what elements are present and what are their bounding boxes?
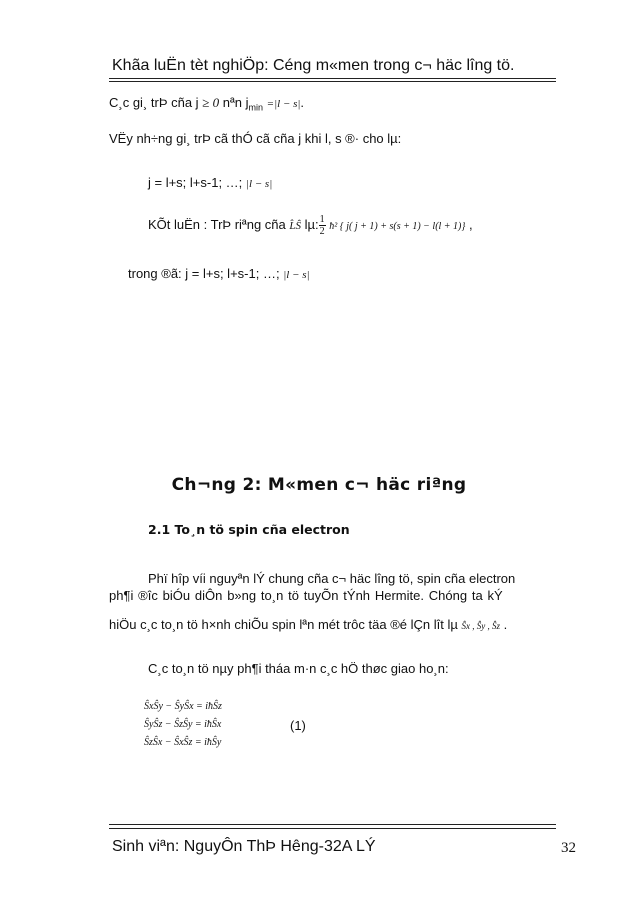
fraction [319, 214, 326, 237]
text: hiÖu c¸c to¸n tö h×nh chiÕu spin lªn mét trôc täa ®é lÇn lît lµ [109, 617, 458, 632]
body-line-4 [148, 214, 473, 237]
equation-label: (1) [290, 718, 306, 733]
page-header: Khãa luËn tèt nghiÖp: Céng m«men trong c¬ häc lîng tö. [112, 57, 515, 74]
frac-num: 1 [319, 214, 325, 225]
body-line-1 [109, 95, 304, 113]
header-rule [109, 78, 556, 79]
math-expr: |l − s| [283, 269, 310, 281]
subscript: min [248, 102, 264, 113]
text: KÕt luËn : TrÞ riªng cña [148, 216, 286, 232]
text: . [300, 95, 304, 110]
para1-line-2: ph¶i ®îc biÓu diÔn b»ng to¸n tö tuyÕn tÝnh Hermite. Chóng ta kÝ [109, 588, 503, 603]
text: C¸c gi¸ trÞ cña j [109, 95, 199, 110]
section-title: 2.1 To¸n tö spin cña electron [148, 522, 350, 537]
footer-rule-thin [109, 828, 556, 829]
text: j = l+s; l+s-1; …; [148, 175, 243, 190]
footer-rule [109, 824, 556, 825]
para1-line-3 [109, 617, 507, 632]
body-line-5 [128, 266, 310, 281]
text: trong ®ã: j = l+s; l+s-1; …; [128, 266, 280, 281]
chapter-title: Ch¬ng 2: M«men c¬ häc riªng [171, 475, 467, 495]
equation-1: ŜxŜy − ŜyŜx = iħŜz [144, 701, 222, 712]
header-rule-thin [109, 81, 556, 82]
equation-3: ŜzŜx − ŜxŜz = iħŜy [144, 737, 222, 748]
text: lµ: [304, 216, 319, 232]
page-footer: Sinh viªn: NguyÔn ThÞ Hêng-32A LÝ [112, 838, 376, 855]
text: . [503, 617, 508, 632]
equation-2: ŜyŜz − ŜzŜy = iħŜx [144, 719, 222, 730]
math-expr: =|l − s| [266, 98, 301, 110]
body-line-3 [148, 175, 272, 190]
text: nªn j [222, 95, 249, 110]
math-expr: Ŝx , Ŝy , Ŝz [461, 621, 500, 631]
para2-line-1: C¸c to¸n tö nµy ph¶i tháa m·n c¸c hÖ thøc giao ho¸n: [148, 661, 449, 676]
body-line-2: VËy nh÷ng gi¸ trÞ cã thÓ cã cña j khi l, s ®· cho lµ: [109, 131, 402, 146]
math-expr: |l − s| [245, 178, 273, 190]
text: , [469, 216, 473, 232]
math-ge: ≥ 0 [202, 95, 220, 110]
math-operator: L̂Ŝ [289, 219, 302, 232]
para1-line-1: Phï hîp víi nguyªn lÝ chung cña c¬ häc lîng tö, spin cña electron [148, 571, 516, 586]
frac-den: 2 [319, 226, 325, 237]
page-number: 32 [561, 840, 576, 856]
math-expr: ħ² { j( j + 1) + s(s + 1) − l(l + 1)} [329, 220, 466, 232]
